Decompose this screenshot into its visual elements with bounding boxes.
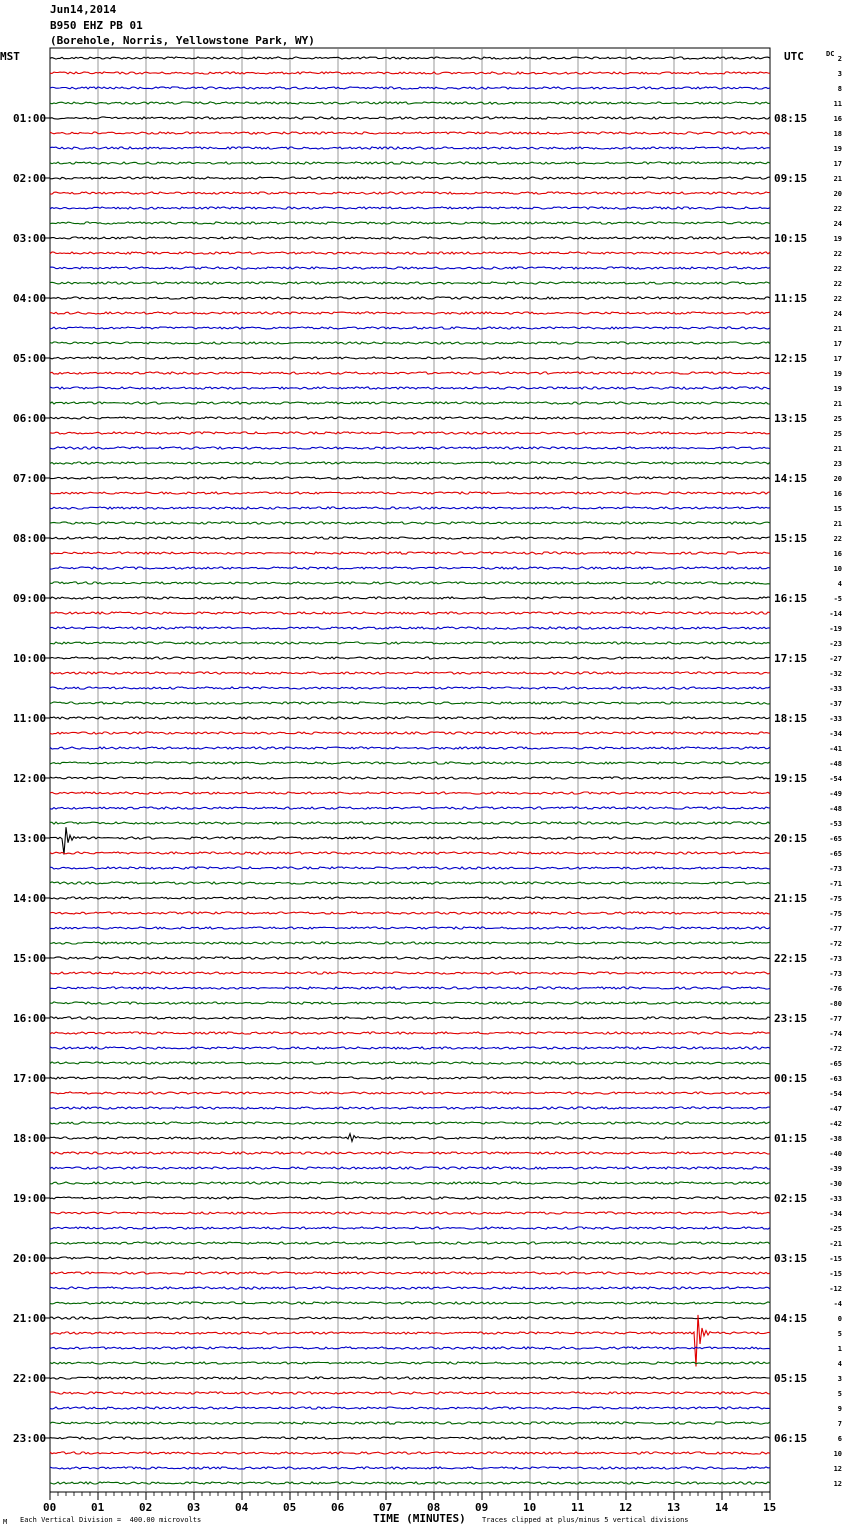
trace-row-86 <box>50 1347 770 1349</box>
dc-offset-label: 11 <box>833 100 842 108</box>
trace-row-58 <box>50 927 770 929</box>
trace-row-65 <box>50 1032 770 1034</box>
utc-hour-label: 15:15 <box>774 532 808 545</box>
x-tick-label: 01 <box>91 1501 105 1514</box>
trace-row-23 <box>50 402 770 404</box>
dc-offset-label: -23 <box>829 640 842 648</box>
utc-hour-label: 08:15 <box>774 112 808 125</box>
x-tick-label: 06 <box>331 1501 345 1514</box>
utc-hour-label: 11:15 <box>774 292 808 305</box>
dc-offset-label: -12 <box>829 1285 842 1293</box>
trace-row-93 <box>50 1452 770 1454</box>
trace-row-95 <box>50 1482 770 1484</box>
dc-offset-label: -72 <box>829 1045 842 1053</box>
dc-offset-label: -75 <box>829 910 842 918</box>
trace-row-60 <box>50 957 770 959</box>
x-tick-label: 02 <box>139 1501 153 1514</box>
trace-row-54 <box>50 867 770 869</box>
dc-offset-label: 21 <box>833 400 842 408</box>
trace-row-73 <box>50 1152 770 1154</box>
dc-offset-label: 22 <box>833 250 842 258</box>
utc-hour-label: 16:15 <box>774 592 808 605</box>
trace-row-13 <box>50 252 770 254</box>
utc-hour-label: 05:15 <box>774 1372 808 1385</box>
trace-row-1 <box>50 72 770 74</box>
dc-offset-label: 23 <box>833 460 842 468</box>
dc-offset-label: -15 <box>829 1270 842 1278</box>
dc-offset-label: -73 <box>829 970 842 978</box>
dc-offset-label: -42 <box>829 1120 842 1128</box>
trace-row-2 <box>50 87 770 89</box>
mst-hour-label: 10:00 <box>13 652 47 665</box>
trace-row-75 <box>50 1182 770 1184</box>
mst-hour-label: 13:00 <box>13 832 47 845</box>
dc-offset-label: 15 <box>833 505 842 513</box>
trace-row-71 <box>50 1122 770 1124</box>
trace-row-67 <box>50 1062 770 1064</box>
dc-offset-label: 8 <box>837 85 842 93</box>
scale-note: Each Vertical Division = 400.00 microvolts <box>20 1516 202 1524</box>
trace-row-53 <box>50 852 770 854</box>
utc-hour-label: 23:15 <box>774 1012 808 1025</box>
dc-offset-label: 20 <box>833 190 842 198</box>
utc-hour-label: 03:15 <box>774 1252 808 1265</box>
dc-offset-label: -34 <box>829 730 842 738</box>
dc-offset-label: -25 <box>829 1225 842 1233</box>
dc-offset-label: 22 <box>833 265 842 273</box>
dc-offset-label: -47 <box>829 1105 842 1113</box>
trace-row-11 <box>50 222 770 224</box>
dc-offset-label: -72 <box>829 940 842 948</box>
trace-row-90 <box>50 1407 770 1409</box>
dc-offset-label: 16 <box>833 115 842 123</box>
mst-hour-label: 19:00 <box>13 1192 47 1205</box>
dc-offset-label: -27 <box>829 655 842 663</box>
dc-offset-label: 17 <box>833 355 842 363</box>
mst-hour-label: 05:00 <box>13 352 47 365</box>
dc-offset-label: 24 <box>833 220 842 228</box>
trace-row-42 <box>50 687 770 689</box>
trace-row-5 <box>50 132 770 134</box>
trace-row-25 <box>50 432 770 434</box>
trace-row-72 <box>50 1134 770 1142</box>
dc-offset-label: 7 <box>837 1420 842 1428</box>
trace-row-16 <box>50 297 770 299</box>
x-axis-label: TIME (MINUTES) <box>373 1512 466 1525</box>
mst-hour-label: 09:00 <box>13 592 47 605</box>
trace-row-21 <box>50 372 770 374</box>
dc-offset-label: 2 <box>837 55 842 63</box>
dc-offset-label: 0 <box>837 1315 842 1323</box>
utc-hour-label: 13:15 <box>774 412 808 425</box>
trace-row-49 <box>50 792 770 794</box>
dc-offset-label: -41 <box>829 745 842 753</box>
clip-note: Traces clipped at plus/minus 5 vertical divisions <box>482 1516 689 1524</box>
dc-offset-label: 22 <box>833 280 842 288</box>
mst-hour-label: 22:00 <box>13 1372 47 1385</box>
dc-offset-label: -38 <box>829 1135 842 1143</box>
corner-mark: M <box>3 1518 8 1526</box>
trace-row-27 <box>50 462 770 464</box>
dc-offset-label: -33 <box>829 685 842 693</box>
header-location: (Borehole, Norris, Yellowstone Park, WY) <box>50 34 315 47</box>
dc-offset-label: 16 <box>833 550 842 558</box>
trace-row-35 <box>50 582 770 584</box>
trace-row-51 <box>50 822 770 824</box>
dc-offset-label: 4 <box>837 1360 842 1368</box>
dc-offset-label: 19 <box>833 370 842 378</box>
dc-offset-label: -32 <box>829 670 842 678</box>
dc-offset-label: 25 <box>833 430 842 438</box>
x-tick-label: 15 <box>763 1501 777 1514</box>
trace-row-10 <box>50 207 770 209</box>
dc-offset-label: -48 <box>829 760 842 768</box>
mst-hour-label: 01:00 <box>13 112 47 125</box>
dc-offset-label: 17 <box>833 340 842 348</box>
trace-row-81 <box>50 1272 770 1274</box>
dc-offset-label: 10 <box>833 1450 842 1458</box>
trace-row-34 <box>50 567 770 569</box>
dc-offset-label: 21 <box>833 325 842 333</box>
trace-row-8 <box>50 177 770 179</box>
trace-row-45 <box>50 732 770 734</box>
left-zone-label: MST <box>0 50 20 63</box>
trace-row-55 <box>50 882 770 884</box>
dc-offset-label: -33 <box>829 715 842 723</box>
trace-row-18 <box>50 327 770 329</box>
utc-hour-label: 17:15 <box>774 652 808 665</box>
dc-offset-label: -77 <box>829 1015 842 1023</box>
dc-offset-label: 22 <box>833 295 842 303</box>
trace-row-0 <box>50 57 770 59</box>
dc-offset-label: -65 <box>829 850 842 858</box>
trace-row-36 <box>50 597 770 599</box>
trace-row-76 <box>50 1197 770 1199</box>
utc-hour-label: 04:15 <box>774 1312 808 1325</box>
dc-offset-label: 17 <box>833 160 842 168</box>
trace-row-79 <box>50 1242 770 1244</box>
dc-offset-label: 25 <box>833 415 842 423</box>
mst-hour-label: 11:00 <box>13 712 47 725</box>
trace-row-57 <box>50 912 770 914</box>
dc-offset-label: -76 <box>829 985 842 993</box>
trace-row-63 <box>50 1002 770 1004</box>
trace-row-84 <box>50 1317 770 1319</box>
dc-offset-label: 21 <box>833 175 842 183</box>
dc-offset-label: -54 <box>829 1090 842 1098</box>
trace-row-92 <box>50 1437 770 1439</box>
dc-offset-label: -21 <box>829 1240 842 1248</box>
mst-hour-label: 03:00 <box>13 232 47 245</box>
x-tick-label: 04 <box>235 1501 249 1514</box>
trace-row-26 <box>50 447 770 449</box>
trace-row-68 <box>50 1077 770 1079</box>
trace-row-4 <box>50 117 770 119</box>
utc-hour-label: 14:15 <box>774 472 808 485</box>
utc-hour-label: 20:15 <box>774 832 808 845</box>
trace-row-80 <box>50 1257 770 1259</box>
trace-row-46 <box>50 747 770 749</box>
mst-hour-label: 23:00 <box>13 1432 47 1445</box>
utc-hour-label: 22:15 <box>774 952 808 965</box>
header-station: B950 EHZ PB 01 <box>50 19 143 32</box>
trace-row-14 <box>50 267 770 269</box>
dc-offset-label: -5 <box>833 595 842 603</box>
x-tick-label: 12 <box>619 1501 633 1514</box>
utc-hour-label: 10:15 <box>774 232 808 245</box>
dc-offset-label: 18 <box>833 130 842 138</box>
dc-offset-label: 12 <box>833 1465 842 1473</box>
trace-row-70 <box>50 1107 770 1109</box>
dc-offset-label: -49 <box>829 790 842 798</box>
mst-hour-label: 16:00 <box>13 1012 47 1025</box>
trace-row-40 <box>50 657 770 659</box>
utc-hour-label: 12:15 <box>774 352 808 365</box>
trace-row-94 <box>50 1467 770 1469</box>
trace-row-83 <box>50 1302 770 1304</box>
x-tick-label: 09 <box>475 1501 489 1514</box>
dc-offset-label: -30 <box>829 1180 842 1188</box>
trace-row-82 <box>50 1287 770 1289</box>
trace-row-50 <box>50 807 770 809</box>
trace-row-69 <box>50 1092 770 1094</box>
dc-offset-label: -73 <box>829 865 842 873</box>
trace-row-74 <box>50 1167 770 1169</box>
trace-row-30 <box>50 507 770 509</box>
dc-offset-label: 1 <box>837 1345 842 1353</box>
utc-hour-label: 00:15 <box>774 1072 808 1085</box>
dc-offset-label: 20 <box>833 475 842 483</box>
trace-row-85 <box>50 1315 770 1367</box>
x-tick-label: 08 <box>427 1501 441 1514</box>
trace-row-9 <box>50 192 770 194</box>
dc-offset-label: -53 <box>829 820 842 828</box>
utc-hour-label: 18:15 <box>774 712 808 725</box>
x-tick-label: 10 <box>523 1501 537 1514</box>
dc-offset-label: -48 <box>829 805 842 813</box>
dc-offset-label: 3 <box>837 70 842 78</box>
trace-row-62 <box>50 987 770 989</box>
trace-row-20 <box>50 357 770 359</box>
dc-offset-label: -73 <box>829 955 842 963</box>
trace-row-78 <box>50 1227 770 1229</box>
dc-offset-label: 9 <box>837 1405 842 1413</box>
mst-hour-label: 07:00 <box>13 472 47 485</box>
trace-row-66 <box>50 1047 770 1049</box>
x-tick-label: 14 <box>715 1501 729 1514</box>
trace-row-61 <box>50 972 770 974</box>
trace-row-7 <box>50 162 770 164</box>
mst-hour-label: 06:00 <box>13 412 47 425</box>
x-tick-label: 11 <box>571 1501 585 1514</box>
mst-hour-label: 18:00 <box>13 1132 47 1145</box>
mst-hour-label: 15:00 <box>13 952 47 965</box>
trace-row-6 <box>50 147 770 149</box>
trace-row-87 <box>50 1362 770 1364</box>
dc-offset-label: 6 <box>837 1435 842 1443</box>
mst-hour-label: 08:00 <box>13 532 47 545</box>
dc-header-label: DC <box>826 50 835 58</box>
trace-row-43 <box>50 702 770 704</box>
trace-row-39 <box>50 642 770 644</box>
mst-hour-label: 20:00 <box>13 1252 47 1265</box>
trace-row-32 <box>50 537 770 539</box>
utc-hour-label: 01:15 <box>774 1132 808 1145</box>
mst-hour-label: 04:00 <box>13 292 47 305</box>
trace-row-28 <box>50 477 770 479</box>
trace-row-15 <box>50 282 770 284</box>
dc-offset-label: 24 <box>833 310 842 318</box>
trace-row-31 <box>50 522 770 524</box>
dc-offset-label: 22 <box>833 535 842 543</box>
mst-hour-label: 14:00 <box>13 892 47 905</box>
utc-hour-label: 21:15 <box>774 892 808 905</box>
trace-row-24 <box>50 417 770 419</box>
dc-offset-label: 16 <box>833 490 842 498</box>
trace-row-48 <box>50 777 770 779</box>
trace-row-22 <box>50 387 770 389</box>
mst-hour-label: 17:00 <box>13 1072 47 1085</box>
plot-frame <box>50 48 770 1492</box>
utc-hour-label: 09:15 <box>774 172 808 185</box>
dc-offset-label: -39 <box>829 1165 842 1173</box>
dc-offset-label: 21 <box>833 520 842 528</box>
dc-offset-label: -14 <box>829 610 842 618</box>
dc-offset-label: -80 <box>829 1000 842 1008</box>
trace-row-59 <box>50 942 770 944</box>
dc-offset-label: 19 <box>833 235 842 243</box>
header-date: Jun14,2014 <box>50 3 117 16</box>
dc-offset-label: -77 <box>829 925 842 933</box>
dc-offset-label: -63 <box>829 1075 842 1083</box>
right-zone-label: UTC <box>784 50 804 63</box>
dc-offset-label: 21 <box>833 445 842 453</box>
dc-offset-label: 5 <box>837 1390 842 1398</box>
dc-offset-label: -33 <box>829 1195 842 1203</box>
dc-offset-label: 12 <box>833 1480 842 1488</box>
trace-row-77 <box>50 1212 770 1214</box>
x-tick-label: 07 <box>379 1501 393 1514</box>
mst-hour-label: 12:00 <box>13 772 47 785</box>
dc-offset-label: 19 <box>833 145 842 153</box>
trace-row-3 <box>50 102 770 104</box>
dc-offset-label: 3 <box>837 1375 842 1383</box>
utc-hour-label: 02:15 <box>774 1192 808 1205</box>
trace-row-88 <box>50 1377 770 1379</box>
trace-row-38 <box>50 627 770 629</box>
trace-row-44 <box>50 717 770 719</box>
dc-offset-label: -74 <box>829 1030 842 1038</box>
utc-hour-label: 19:15 <box>774 772 808 785</box>
dc-offset-label: -34 <box>829 1210 842 1218</box>
trace-row-29 <box>50 492 770 494</box>
dc-offset-label: -65 <box>829 1060 842 1068</box>
dc-offset-label: -40 <box>829 1150 842 1158</box>
x-tick-label: 00 <box>43 1501 57 1514</box>
dc-offset-label: 22 <box>833 205 842 213</box>
trace-row-91 <box>50 1422 770 1424</box>
mst-hour-label: 02:00 <box>13 172 47 185</box>
x-tick-label: 05 <box>283 1501 297 1514</box>
mst-hour-label: 21:00 <box>13 1312 47 1325</box>
trace-row-12 <box>50 237 770 239</box>
dc-offset-label: -71 <box>829 880 842 888</box>
trace-row-37 <box>50 612 770 614</box>
trace-row-47 <box>50 762 770 764</box>
dc-offset-label: -65 <box>829 835 842 843</box>
utc-hour-label: 06:15 <box>774 1432 808 1445</box>
dc-offset-label: -75 <box>829 895 842 903</box>
dc-offset-label: -37 <box>829 700 842 708</box>
x-tick-label: 13 <box>667 1501 681 1514</box>
dc-offset-label: -15 <box>829 1255 842 1263</box>
dc-offset-label: 5 <box>837 1330 842 1338</box>
x-tick-label: 03 <box>187 1501 201 1514</box>
dc-offset-label: 19 <box>833 385 842 393</box>
dc-offset-label: -4 <box>833 1300 842 1308</box>
trace-row-56 <box>50 897 770 899</box>
trace-row-33 <box>50 552 770 554</box>
trace-row-41 <box>50 672 770 674</box>
trace-row-19 <box>50 342 770 344</box>
dc-offset-label: -54 <box>829 775 842 783</box>
trace-row-52 <box>50 827 770 854</box>
trace-row-64 <box>50 1017 770 1019</box>
trace-row-17 <box>50 312 770 314</box>
dc-offset-label: 10 <box>833 565 842 573</box>
trace-row-89 <box>50 1392 770 1394</box>
dc-offset-label: -19 <box>829 625 842 633</box>
dc-offset-label: 4 <box>837 580 842 588</box>
